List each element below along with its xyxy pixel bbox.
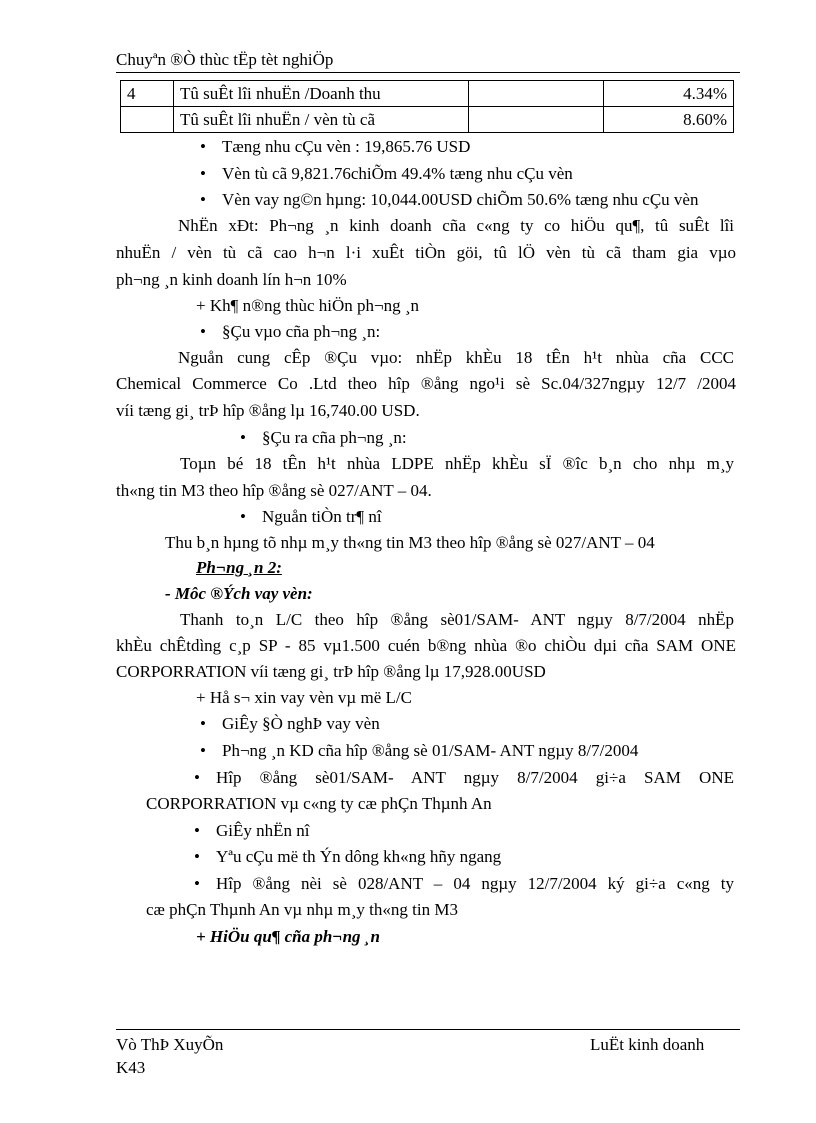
paragraph-assessment-line1: NhËn xÐt: Ph¬ng ¸n kinh doanh cña c«ng ty co hiÖu qu¶, tû suÊt lîi bbox=[178, 216, 734, 235]
paragraph-repayment: Thu b¸n hµng tõ nhµ m¸y th«ng tin M3 theo hîp ®ång sè 027/ANT – 04 bbox=[165, 533, 655, 552]
paragraph-purpose-line2: khÈu chÊtdìng c¸p SP - 85 vµ1.500 cuén b®ng nhùa ®o chiÒu dµi cña SAM ONE bbox=[116, 636, 736, 655]
paragraph-output-line1: Toµn bé 18 tÊn h¹t nhùa LDPE nhËp khÈu sÏ ®îc b¸n cho nhµ m¸y bbox=[180, 454, 734, 473]
footer-class: K43 bbox=[116, 1058, 146, 1077]
table-cell-no: 4 bbox=[121, 81, 174, 107]
paragraph-assessment-line3: ph¬ng ¸n kinh doanh lín h¬n 10% bbox=[116, 270, 347, 289]
paragraph-input-line3: víi tæng gi¸ trÞ hîp ®ång lµ 16,740.00 USD. bbox=[116, 401, 420, 420]
bullet-bank-loan: • Vèn vay ng©n hµng: 10,044.00USD chiÕm 50.6% tæng nhu cÇu vèn bbox=[222, 190, 698, 210]
heading-plan-2: Ph¬ng ¸n 2: bbox=[196, 558, 282, 577]
footer-rule bbox=[116, 1029, 740, 1030]
subheading-loan-docs: + Hå s¬ xin vay vèn vµ më L/C bbox=[196, 688, 412, 707]
paragraph-purpose-line3: CORPORRATION víi tæng gi¸ trÞ hîp ®ång lµ 17,928.00USD bbox=[116, 662, 546, 681]
bullet-input: • §Çu vµo cña ph¬ng ¸n: bbox=[222, 322, 380, 342]
paragraph-output-line2: th«ng tin M3 theo hîp ®ång sè 027/ANT – 04. bbox=[116, 481, 432, 500]
header-rule bbox=[116, 72, 740, 73]
heading-loan-purpose: - Môc ®Ých vay vèn: bbox=[165, 584, 313, 603]
paragraph-input-line1: Nguån cung cÊp ®Çu vµo: nhËp khÈu 18 tÊn h¹t nhùa cña CCC bbox=[178, 348, 734, 367]
bullet-repayment-source: • Nguån tiÒn tr¶ nî bbox=[262, 507, 382, 527]
ratio-table bbox=[120, 80, 734, 133]
subheading-plan-efficiency: + HiÖu qu¶ cña ph¬ng ¸n bbox=[196, 927, 380, 946]
bullet-contract-line1: • Hîp ®ång sè01/SAM- ANT ngµy 8/7/2004 gi÷a SAM ONE bbox=[216, 768, 734, 788]
table-cell-no bbox=[121, 107, 174, 133]
footer-major: LuËt kinh doanh bbox=[590, 1035, 705, 1054]
bullet-output: • §Çu ra cña ph¬ng ¸n: bbox=[262, 428, 407, 448]
bullet-debt-note: • GiÊy nhËn nî bbox=[216, 821, 310, 841]
bullet-contract-line2: CORPORRATION vµ c«ng ty cæ phÇn Thµnh An bbox=[146, 794, 492, 813]
bullet-loan-request: • GiÊy §Ò nghÞ vay vèn bbox=[222, 714, 380, 734]
subheading-feasibility: + Kh¶ n®ng thùc hiÖn ph¬ng ¸n bbox=[196, 296, 420, 315]
footer-author: Vò ThÞ XuyÕn bbox=[116, 1035, 224, 1054]
bullet-business-plan: • Ph¬ng ¸n KD cña hîp ®ång sè 01/SAM- ANT ngµy 8/7/2004 bbox=[222, 741, 638, 761]
paragraph-purpose-line1: Thanh to¸n L/C theo hîp ®ång sè01/SAM- ANT ngµy 8/7/2004 nhËp bbox=[180, 610, 734, 629]
table-cell-blank bbox=[469, 81, 604, 107]
table-row bbox=[121, 107, 734, 133]
table-cell-label: Tû suÊt lîi nhuËn /Doanh thu bbox=[174, 81, 469, 107]
bullet-linked-contract-line2: cæ phÇn Thµnh An vµ nhµ m¸y th«ng tin M3 bbox=[146, 900, 458, 919]
bullet-lc-request: • Yªu cÇu më th Ýn dông kh«ng hñy ngang bbox=[216, 847, 501, 867]
bullet-own-capital: • Vèn tù cã 9,821.76chiÕm 49.4% tæng nhu cÇu vèn bbox=[222, 164, 573, 184]
paragraph-assessment-line2: nhuËn / vèn tù cã cao h¬n l·i xuÊt tiÒn göi, tû lÖ vèn tù cã tham gia vµo bbox=[116, 243, 736, 262]
page-header-title: Chuyªn ®Ò thùc tËp tèt nghiÖp bbox=[116, 50, 334, 69]
table-cell-value: 8.60% bbox=[604, 107, 734, 133]
table-cell-label: Tû suÊt lîi nhuËn / vèn tù cã bbox=[174, 107, 469, 133]
bullet-total-capital: • Tæng nhu cÇu vèn : 19,865.76 USD bbox=[222, 137, 470, 157]
bullet-linked-contract-line1: • Hîp ®ång nèi sè 028/ANT – 04 ngµy 12/7/2004 ký gi÷a c«ng ty bbox=[216, 874, 734, 894]
table-row bbox=[121, 81, 734, 107]
table-cell-value: 4.34% bbox=[604, 81, 734, 107]
table-cell-blank bbox=[469, 107, 604, 133]
paragraph-input-line2: Chemical Commerce Co .Ltd theo hîp ®ång ngo¹i sè Sc.04/327ngµy 12/7 /2004 bbox=[116, 374, 736, 393]
